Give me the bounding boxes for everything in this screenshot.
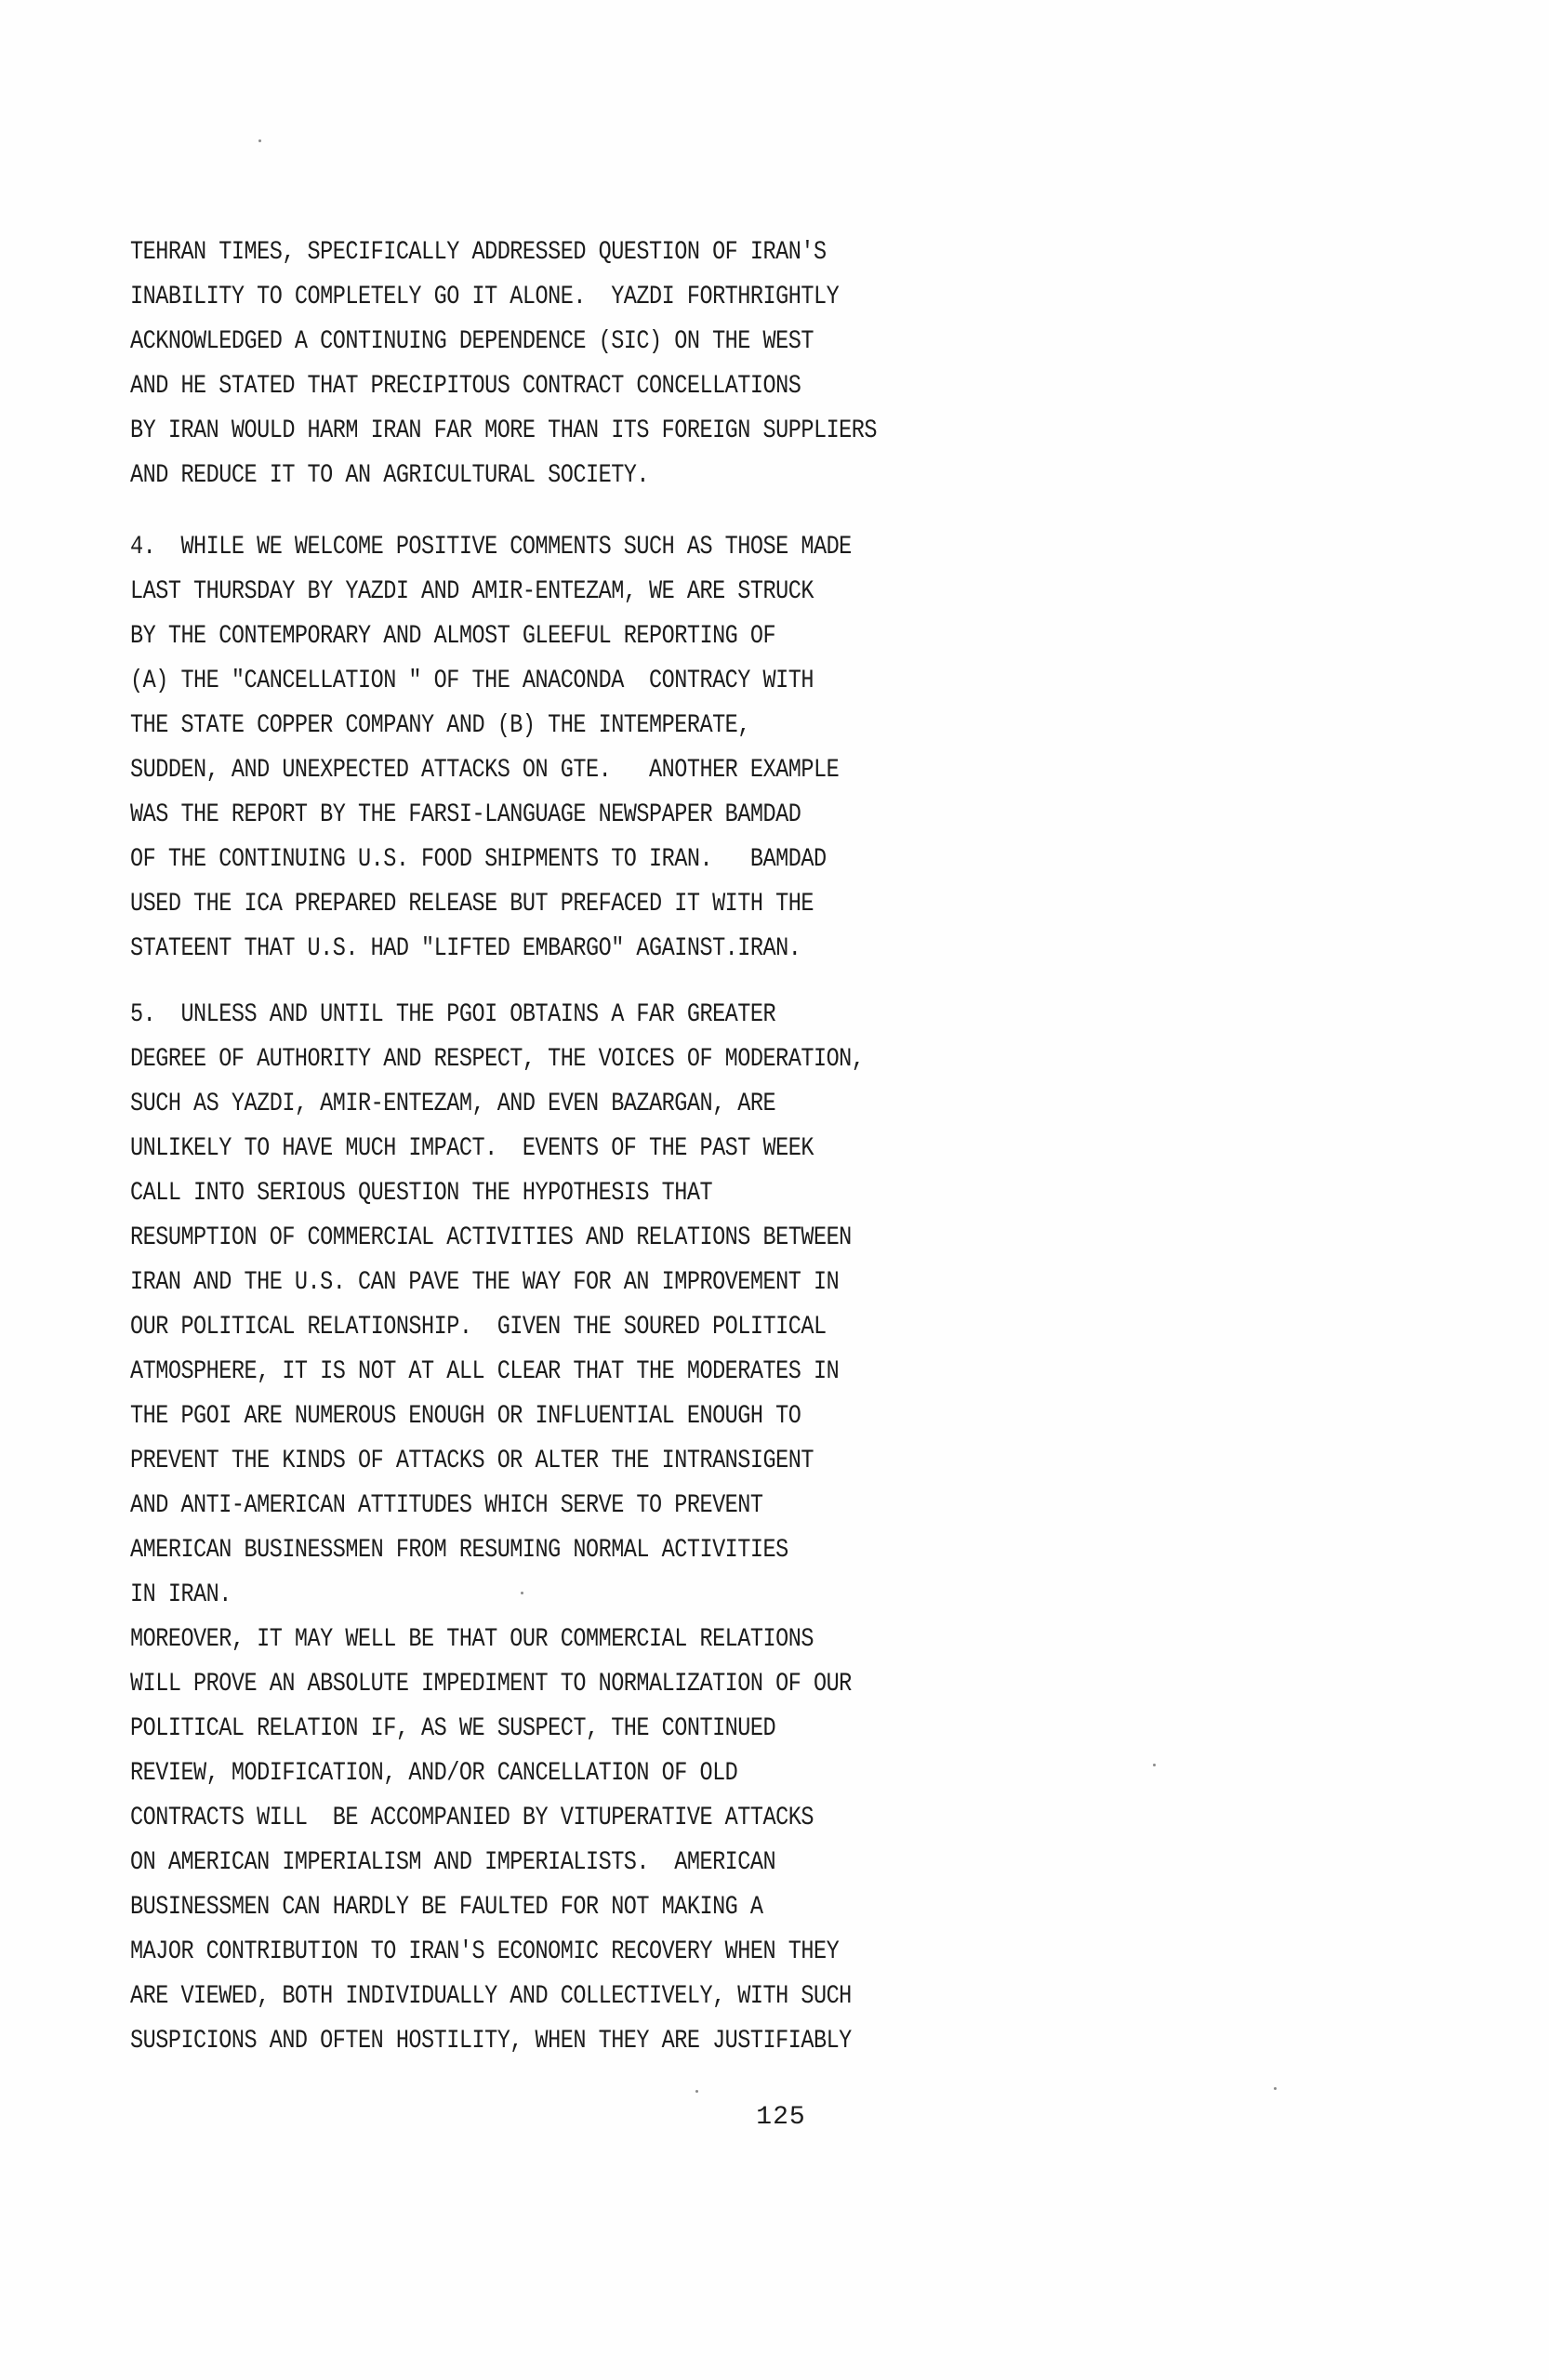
text-line: ARE VIEWED, BOTH INDIVIDUALLY AND COLLECTIVELY, WITH SUCH <box>130 1982 852 2011</box>
text-line: BY THE CONTEMPORARY AND ALMOST GLEEFUL REPORTING OF <box>130 622 776 651</box>
text-line: SUCH AS YAZDI, AMIR-ENTEZAM, AND EVEN BAZARGAN, ARE <box>130 1090 776 1118</box>
text-line: SUDDEN, AND UNEXPECTED ATTACKS ON GTE. ANOTHER EXAMPLE <box>130 756 840 785</box>
text-line: 4. WHILE WE WELCOME POSITIVE COMMENTS SUCH AS THOSE MADE <box>130 533 852 562</box>
text-line: REVIEW, MODIFICATION, AND/OR CANCELLATION OF OLD <box>130 1759 738 1788</box>
text-line: BY IRAN WOULD HARM IRAN FAR MORE THAN ITS FOREIGN SUPPLIERS <box>130 416 878 445</box>
paragraph-4 <box>130 525 1413 972</box>
text-line: UNLIKELY TO HAVE MUCH IMPACT. EVENTS OF THE PAST WEEK <box>130 1134 814 1163</box>
text-line: SUSPICIONS AND OFTEN HOSTILITY, WHEN THEY ARE JUSTIFIABLY <box>130 2027 852 2056</box>
text-line: ACKNOWLEDGED A CONTINUING DEPENDENCE (SIC) ON THE WEST <box>130 327 814 356</box>
text-line: AMERICAN BUSINESSMEN FROM RESUMING NORMAL ACTIVITIES <box>130 1536 788 1565</box>
text-line: INABILITY TO COMPLETELY GO IT ALONE. YAZDI FORTHRIGHTLY <box>130 283 840 311</box>
text-line: CALL INTO SERIOUS QUESTION THE HYPOTHESIS THAT <box>130 1179 713 1208</box>
page-number: 125 <box>756 2103 806 2132</box>
text-line: MAJOR CONTRIBUTION TO IRAN'S ECONOMIC RECOVERY WHEN THEY <box>130 1937 840 1966</box>
text-line: LAST THURSDAY BY YAZDI AND AMIR-ENTEZAM, WE ARE STRUCK <box>130 577 814 606</box>
scan-speck <box>1153 1764 1156 1766</box>
text-line: AND HE STATED THAT PRECIPITOUS CONTRACT CONCELLATIONS <box>130 372 801 401</box>
text-line: ATMOSPHERE, IT IS NOT AT ALL CLEAR THAT THE MODERATES IN <box>130 1357 840 1386</box>
text-line: WAS THE REPORT BY THE FARSI-LANGUAGE NEWSPAPER BAMDAD <box>130 800 801 829</box>
paragraph-5 <box>130 993 1413 2064</box>
text-line: POLITICAL RELATION IF, AS WE SUSPECT, THE CONTINUED <box>130 1714 776 1743</box>
text-line: RESUMPTION OF COMMERCIAL ACTIVITIES AND RELATIONS BETWEEN <box>130 1223 852 1252</box>
text-line: MOREOVER, IT MAY WELL BE THAT OUR COMMERCIAL RELATIONS <box>130 1625 814 1654</box>
text-line: OF THE CONTINUING U.S. FOOD SHIPMENTS TO IRAN. BAMDAD <box>130 845 827 874</box>
text-line: 5. UNLESS AND UNTIL THE PGOI OBTAINS A FAR GREATER <box>130 1000 776 1029</box>
text-line: CONTRACTS WILL BE ACCOMPANIED BY VITUPERATIVE ATTACKS <box>130 1804 814 1832</box>
text-line: DEGREE OF AUTHORITY AND RESPECT, THE VOICES OF MODERATION, <box>130 1045 865 1074</box>
text-line: BUSINESSMEN CAN HARDLY BE FAULTED FOR NOT MAKING A <box>130 1893 763 1922</box>
text-line: THE STATE COPPER COMPANY AND (B) THE INTEMPERATE, <box>130 711 750 740</box>
text-line: THE PGOI ARE NUMEROUS ENOUGH OR INFLUENTIAL ENOUGH TO <box>130 1402 801 1431</box>
text-line: AND ANTI-AMERICAN ATTITUDES WHICH SERVE TO PREVENT <box>130 1491 763 1520</box>
text-line: IRAN AND THE U.S. CAN PAVE THE WAY FOR AN IMPROVEMENT IN <box>130 1268 840 1297</box>
text-line: OUR POLITICAL RELATIONSHIP. GIVEN THE SOURED POLITICAL <box>130 1313 827 1342</box>
text-line: TEHRAN TIMES, SPECIFICALLY ADDRESSED QUESTION OF IRAN'S <box>130 238 827 267</box>
text-line: USED THE ICA PREPARED RELEASE BUT PREFACED IT WITH THE <box>130 890 814 919</box>
scan-speck <box>521 1592 523 1594</box>
text-line: IN IRAN. <box>130 1580 232 1609</box>
text-line: AND REDUCE IT TO AN AGRICULTURAL SOCIETY. <box>130 461 650 490</box>
text-line: WILL PROVE AN ABSOLUTE IMPEDIMENT TO NORMALIZATION OF OUR <box>130 1670 852 1699</box>
scan-speck <box>695 2090 698 2093</box>
text-line: PREVENT THE KINDS OF ATTACKS OR ALTER THE INTRANSIGENT <box>130 1447 814 1475</box>
text-line: ON AMERICAN IMPERIALISM AND IMPERIALISTS. AMERICAN <box>130 1848 776 1877</box>
paragraph-continuation <box>130 231 1413 498</box>
scan-speck <box>258 139 261 142</box>
text-line: (A) THE "CANCELLATION " OF THE ANACONDA CONTRACY WITH <box>130 667 814 695</box>
scan-speck <box>1274 2087 1277 2090</box>
text-line: STATEENT THAT U.S. HAD "LIFTED EMBARGO" AGAINST.IRAN. <box>130 934 801 963</box>
